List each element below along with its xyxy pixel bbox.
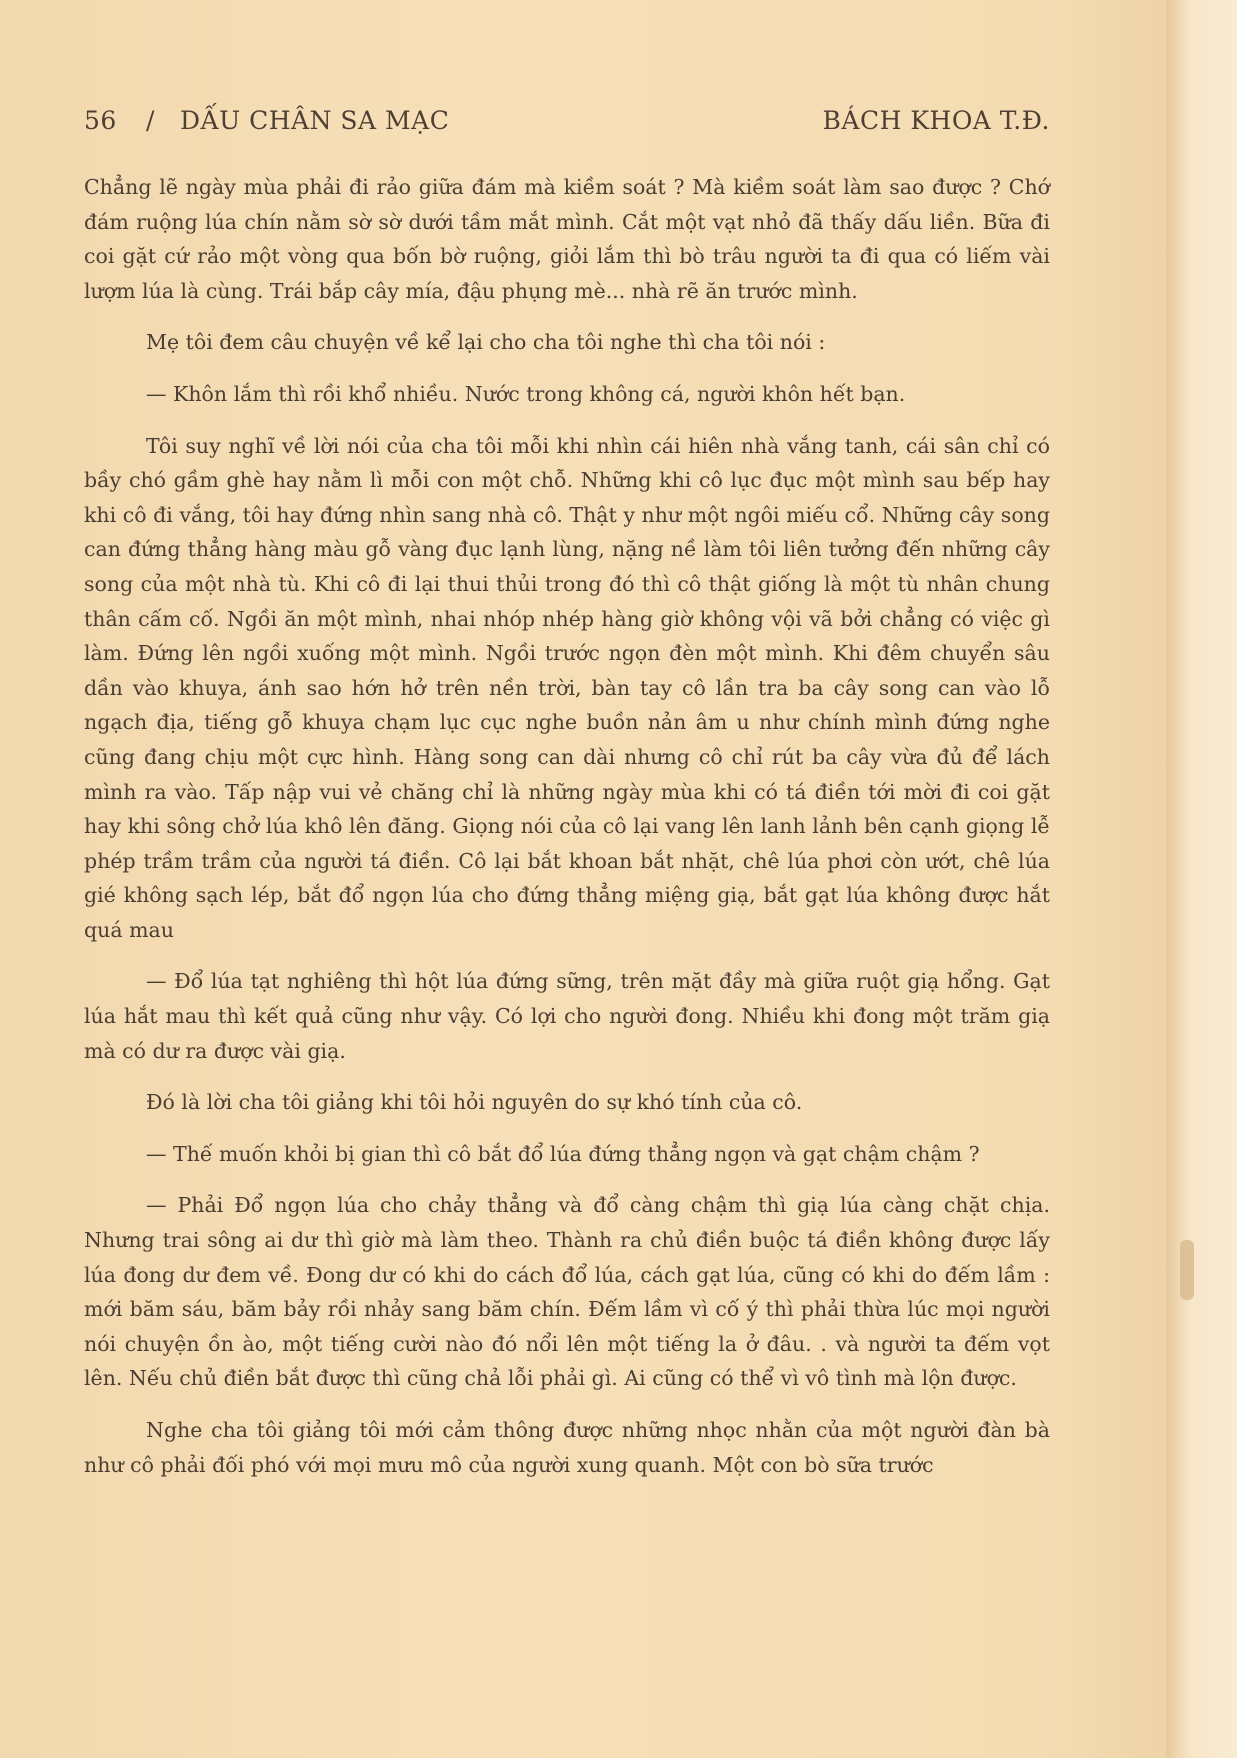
dialogue-line: — Phải Đổ ngọn lúa cho chảy thẳng và đổ càng chậm thì giạ lúa càng chặt chịa. Nhưng trai sông ai dư thì giờ mà làm theo. Thành ra chủ điền buộc tá điền không được lấy lúa đong dư đem về. Đong dư có khi do cách đổ lúa, cách gạt lúa, cũng có khi do đếm lầm : mới băm sáu, băm bảy rồi nhảy sang băm chín. Đếm lầm vì cố ý thì phải thừa lúc mọi người nói chuyện ồn ào, một tiếng cười nào đó nổi lên một tiếng la ở đâu. . và người ta đếm vọt lên. Nếu chủ điền bắt được thì cũng chả lỗi phải gì. Ai cũng có thể vì vô tình mà lộn được.	[84, 1193, 1050, 1391]
page-header	[84, 106, 1054, 146]
paragraph: Mẹ tôi đem câu chuyện về kể lại cho cha tôi nghe thì cha tôi nói :	[146, 330, 826, 355]
paragraph: Nghe cha tôi giảng tôi mới cảm thông được những nhọc nhằn của một người đàn bà như cô phải đối phó với mọi mưu mô của người xung quanh. Một con bò sữa trước	[84, 1418, 1050, 1477]
body-text	[84, 170, 1050, 1482]
book-title: DẤU CHÂN SA MẠC	[180, 106, 450, 135]
paragraph: Đó là lời cha tôi giảng khi tôi hỏi nguyên do sự khó tính của cô.	[146, 1090, 803, 1115]
header-separator: /	[146, 106, 155, 135]
page-number: 56	[84, 106, 117, 135]
paragraph: Tôi suy nghĩ về lời nói của cha tôi mỗi khi nhìn cái hiên nhà vắng tanh, cái sân chỉ có bầy chó gầm ghè hay nằm lì mỗi con một chỗ. Những khi cô lục đục một mình sau bếp hay khi cô đi vắng, tôi hay đứng nhìn sang nhà cô. Thật y như một ngôi miếu cổ. Những cây song can đứng thẳng hàng màu gỗ vàng đục lạnh lùng, nặng nề làm tôi liên tưởng đến những cây song của một nhà tù. Khi cô đi lại thui thủi trong đó thì cô thật giống là một tù nhân chung thân cấm cố. Ngồi ăn một mình, nhai nhóp nhép hàng giờ không vội vã bởi chẳng có việc gì làm. Đứng lên ngồi xuống một mình. Ngồi trước ngọn đèn một mình. Khi đêm chuyển sâu dần vào khuya, ánh sao hớn hở trên nền trời, bàn tay cô lần tra ba cây song can vào lỗ ngạch địa, tiếng gỗ khuya chạm lục cục nghe buồn nản âm u như chính mình đứng nghe cũng đang chịu một cực hình. Hàng song can dài nhưng cô chỉ rút ba cây vừa đủ để lách mình ra vào. Tấp nập vui vẻ chăng chỉ là những ngày mùa khi có tá điền tới mời đi coi gặt hay khi sông chở lúa khô lên đăng. Giọng nói của cô lại vang lên lanh lảnh bên cạnh giọng lễ phép trầm trầm của người tá điền. Cô lại bắt khoan bắt nhặt, chê lúa phơi còn ướt, chê lúa gié không sạch lép, bắt đổ ngọn lúa cho đứng thẳng miệng giạ, bắt gạt lúa không được hắt quá mau	[84, 433, 1050, 942]
dialogue-line: — Thế muốn khỏi bị gian thì cô bắt đổ lúa đứng thẳng ngọn và gạt chậm chậm ?	[146, 1141, 980, 1166]
paper-stain	[1180, 1240, 1194, 1300]
magazine-name: BÁCH KHOA T.Đ.	[822, 106, 1050, 135]
dialogue-line: — Khôn lắm thì rồi khổ nhiều. Nước trong không cá, người khôn hết bạn.	[146, 381, 906, 406]
dialogue-line: — Đổ lúa tạt nghiêng thì hột lúa đứng sững, trên mặt đầy mà giữa ruột giạ hổng. Gạt lúa hắt mau thì kết quả cũng như vậy. Có lợi cho người đong. Nhiều khi đong một trăm giạ mà có dư ra được vài giạ.	[84, 969, 1050, 1063]
paragraph: Chẳng lẽ ngày mùa phải đi rảo giữa đám mà kiềm soát ? Mà kiềm soát làm sao được ? Chớ đám ruộng lúa chín nằm sờ sờ dưới tầm mắt mình. Cắt một vạt nhỏ đã thấy dấu liền. Bữa đi coi gặt cứ rảo một vòng qua bốn bờ ruộng, giỏi lắm thì bò trâu người ta đi qua có liếm vài lượm lúa là cùng. Trái bắp cây mía, đậu phụng mè... nhà rẽ ăn trước mình.	[84, 175, 1050, 303]
page-edge	[1166, 0, 1237, 1758]
